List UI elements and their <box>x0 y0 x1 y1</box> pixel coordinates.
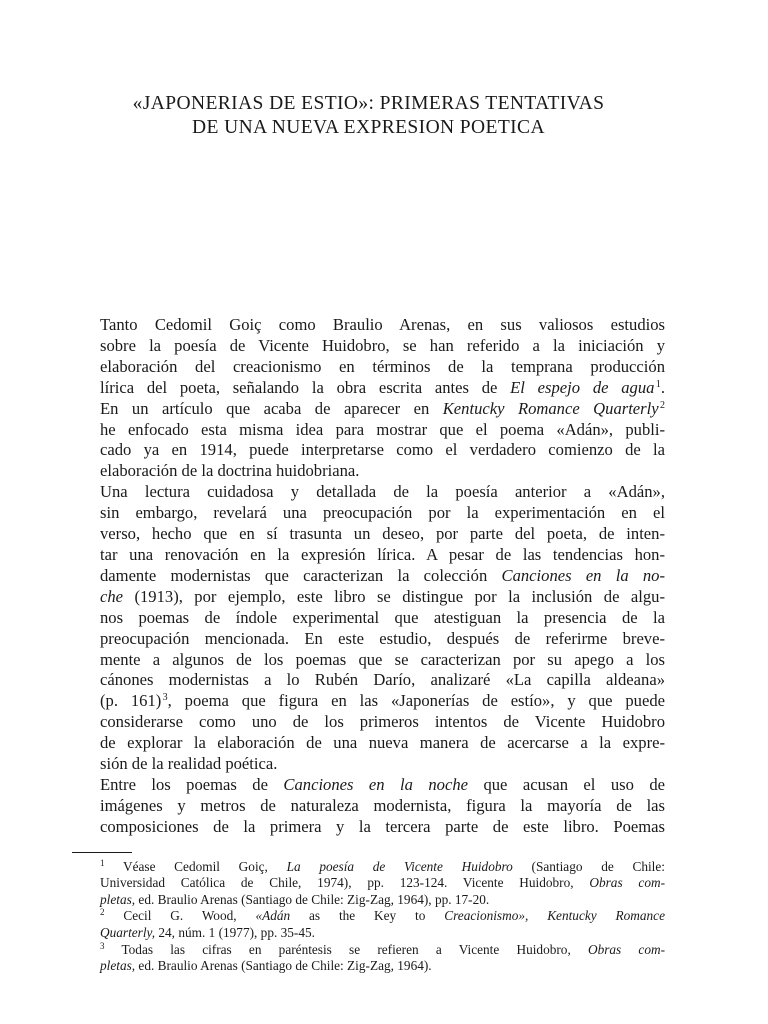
p2-line-6-text: (1913), por ejemplo, este libro se distingue por la inclusión de algu- <box>123 586 665 606</box>
paragraph-1 <box>72 315 665 482</box>
fn1-l1a: Véase Cedomil Goiç, <box>122 858 287 874</box>
italic-espejo: El espejo de agua <box>510 377 655 397</box>
p2-line-8: preocupación mencionada. En este estudio, después de referirme breve- <box>100 628 665 648</box>
fn2-l1b: as the Key to <box>290 908 445 924</box>
fn3-line-2 <box>72 958 665 975</box>
p2-line-12: considerarse como uno de los primeros intentos de Vicente Huidobro <box>100 712 665 732</box>
fn1-line-1 <box>72 859 665 876</box>
p1-line-7: cado ya en 1914, puede interpretarse como el verdadero comienzo de la <box>100 440 665 460</box>
fn2-l2b: 24, núm. 1 (1977), pp. 35-45. <box>155 925 315 941</box>
p2-line-7: nos poemas de índole experimental que atestiguan la presencia de la <box>100 607 665 627</box>
fn2-l1a: Cecil G. Wood, <box>123 908 256 924</box>
footnote-divider <box>72 852 132 853</box>
p2-line-14: sión de la realidad poética. <box>100 754 278 774</box>
fn1-l1b: (Santiago de Chile: <box>512 858 665 874</box>
fn1-l2a: Universidad Católica de Chile, 1974), pp. 123-124. Vicente Huidobro, <box>100 875 590 891</box>
title-line-1: «JAPONERIAS DE ESTIO»: PRIMERAS TENTATIVAS <box>132 93 605 114</box>
footnote-3 <box>72 942 665 975</box>
p1-line-1: Tanto Cedomil Goiç como Braulio Arenas, en sus valiosos estudios <box>100 315 665 334</box>
article-title <box>72 92 665 140</box>
p1-line-6: he enfocado esta misma idea para mostrar que el poema «Adán», publi- <box>100 419 665 439</box>
p2-line-3: verso, hecho que en sí trasunta un deseo, por parte del poeta, de inten- <box>100 524 665 544</box>
footnote-2 <box>72 908 665 941</box>
fn1-l2i: Obras com- <box>589 875 666 891</box>
document-page <box>72 0 665 975</box>
p1-line-5 <box>72 399 665 420</box>
p1-line-5-text: En un artículo que acaba de aparecer en <box>100 398 443 418</box>
p1-line-3: elaboración del creacionismo en términos de la temprana producción <box>100 356 665 376</box>
p2-line-11 <box>72 691 665 712</box>
p1-line-4 <box>72 378 665 399</box>
italic-kentucky: Kentucky Romance Quarterly <box>442 398 659 418</box>
p1-line-4-text: lírica del poeta, señalando la obra escrita antes de <box>100 377 511 397</box>
p1-line-4-end: . <box>660 377 665 397</box>
p2-line-9: mente a algunos de los poemas que se caracterizan por su apego a los <box>100 649 665 669</box>
fn1-l3i: pletas, <box>100 891 136 907</box>
footnote-2-mark: 2 <box>100 907 105 918</box>
p2-line-6 <box>72 587 665 608</box>
fn2-l1i2: Creacionismo», Kentucky Romance <box>444 908 665 924</box>
article-body <box>72 315 665 975</box>
p1-line-8: elaboración de la doctrina huidobriana. <box>100 461 360 481</box>
fn3-l2b: ed. Braulio Arenas (Santiago de Chile: Zig-Zag, 1964). <box>135 958 432 974</box>
p1-line-2: sobre la poesía de Vicente Huidobro, se han referido a la iniciación y <box>100 335 665 355</box>
p3-line-2: imágenes y metros de naturaleza modernista, figura la mayoría de las <box>100 795 665 815</box>
footnote-1-mark: 1 <box>100 857 105 868</box>
fn3-l2i: pletas, <box>100 958 136 974</box>
paragraph-3 <box>72 775 665 838</box>
p3-line-1-b: que acusan el uso de <box>468 774 665 794</box>
fn2-line-1 <box>72 908 665 925</box>
p2-line-11-a: (p. 161) <box>100 691 162 711</box>
italic-canciones-a: Canciones en la no- <box>501 565 665 585</box>
p2-line-13: de explorar la elaboración de una nueva manera de acercarse a la expre- <box>100 733 665 753</box>
p3-line-3: composiciones de la primera y la tercera parte de este libro. Poemas <box>100 816 665 836</box>
p2-line-11-b: , poema que figura en las «Japonerías de estío», y que puede <box>167 691 665 711</box>
p3-line-1 <box>72 775 665 796</box>
p2-line-1: Una lectura cuidadosa y detallada de la poesía anterior a «Adán», <box>100 482 665 502</box>
fn1-l1i: La poesía de Vicente Huidobro <box>286 858 513 874</box>
fn1-line-2 <box>72 875 665 892</box>
fn3-line-1 <box>72 942 665 959</box>
footnote-3-mark: 3 <box>100 940 105 951</box>
footnote-1 <box>72 859 665 909</box>
p2-line-10: cánones modernistas a lo Rubén Darío, analizaré «La capilla aldeana» <box>100 670 665 690</box>
fn3-l1a: Todas las cifras en paréntesis se refieren a Vicente Huidobro, <box>121 941 588 957</box>
fn2-l1i: «Adán <box>255 908 291 924</box>
p3-line-1-a: Entre los poemas de <box>100 774 284 794</box>
italic-canciones-noche: Canciones en la noche <box>283 774 468 794</box>
p2-line-4: tar una renovación en la expresión lírica. A pesar de las tendencias hon- <box>100 544 665 564</box>
italic-canciones-b: che <box>100 586 124 606</box>
p2-line-2: sin embargo, revelará una preocupación por la experimentación en el <box>100 503 665 523</box>
title-line-2: DE UNA NUEVA EXPRESION POETICA <box>192 117 545 138</box>
footnote-ref-2[interactable]: 2 <box>660 399 665 411</box>
fn2-l2i: Quarterly, <box>100 925 156 941</box>
footnote-ref-3[interactable]: 3 <box>162 692 168 704</box>
fn1-l3b: ed. Braulio Arenas (Santiago de Chile: Zig-Zag, 1964), pp. 17-20. <box>135 891 490 907</box>
fn2-line-2 <box>72 925 665 942</box>
fn3-l1i: Obras com- <box>587 941 665 957</box>
p2-line-5 <box>72 566 665 587</box>
paragraph-2 <box>72 482 665 775</box>
footnote-ref-1[interactable]: 1 <box>655 378 661 390</box>
p2-line-5-text: damente modernistas que caracterizan la colección <box>100 565 502 585</box>
footnotes <box>72 859 665 975</box>
fn1-line-3 <box>72 892 665 909</box>
